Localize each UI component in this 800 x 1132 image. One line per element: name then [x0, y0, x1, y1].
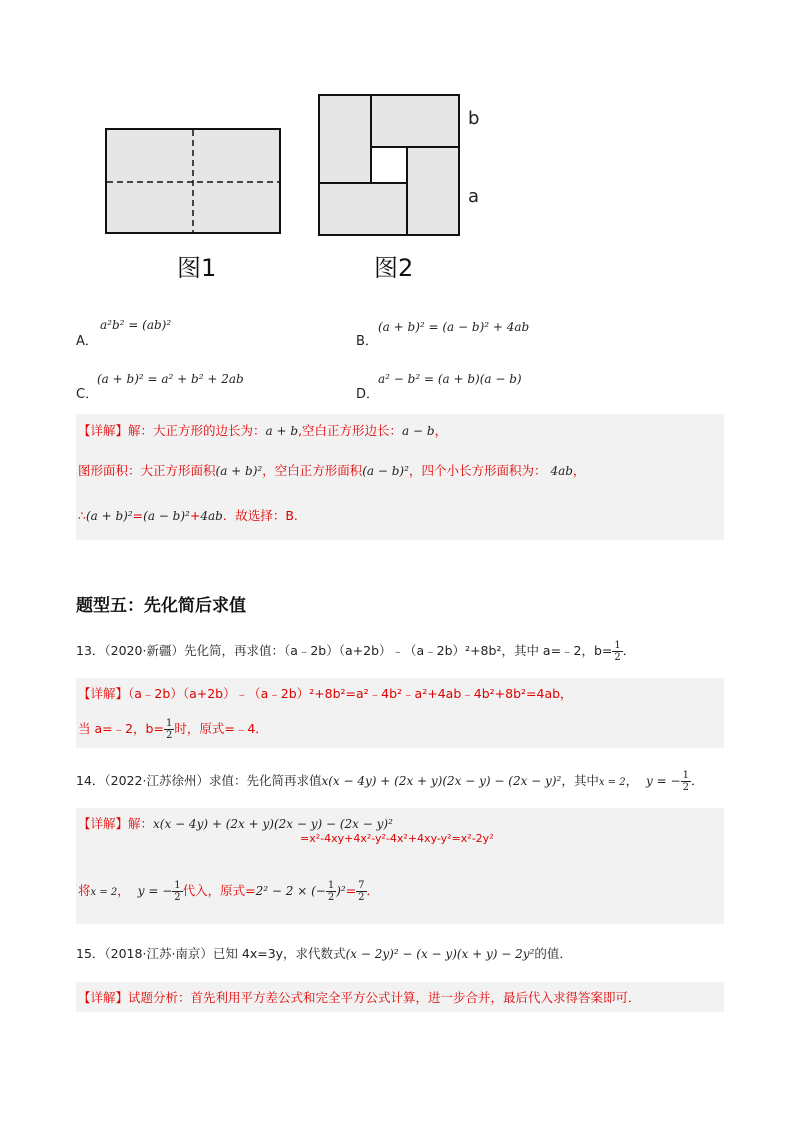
solution-14-result: =x²-4xy+4x²-y²-4x²+4xy-y²=x²-2y² [300, 832, 494, 845]
section-title: 题型五：先化简后求值 [76, 596, 246, 616]
solution-14-line2: 将x = 2， y = − $\frac{1}{2}$ 代入，原式=2² − 2 × (− $\frac{1}{2}$ )²= $\frac{7}{2}$ ． [78, 880, 380, 903]
fraction-one-half: $\frac{1}{2}$ [165, 718, 173, 741]
option-a-letter: A． [76, 334, 98, 349]
option-d-letter: D． [356, 387, 380, 402]
solution-13-line2: 当 a=﹣2，b= $\frac{1}{2}$ 时，原式=﹣4． [78, 718, 268, 741]
option-c-expr: (a + b)² = a² + b² + 2ab [97, 372, 244, 386]
solution-12-line3: ∴(a + b)²=(a − b)²+4ab．故选择：B. [78, 508, 298, 523]
option-c-letter: C． [76, 387, 99, 402]
option-a-expr: a²b² = (ab)² [100, 318, 172, 332]
solution-14-line1: 【详解】解：x(x − 4y) + (2x + y)(2x − y) − (2x − y)² [78, 816, 393, 831]
question-14: 14．（2022·江苏徐州）求值：先化简再求值x(x − 4y) + (2x + y)(2x − y) − (2x − y)²，其中x = 2， y = − $\frac{1}{2}$ ． [76, 770, 704, 793]
solution-15-line1: 【详解】试题分析：首先利用平方差公式和完全平方公式计算，进一步合并，最后代入求得答案即可． [78, 990, 641, 1005]
figure-2-label: 图2 [374, 254, 414, 282]
solution-tag: 【详解】 [78, 686, 129, 701]
solution-12-line2: 图形面积：大正方形面积(a + b)²，空白正方形面积(a − b)²，四个小长方形面积为： 4ab， [78, 463, 586, 478]
fraction-one-half: $\frac{1}{2}$ [174, 880, 181, 903]
figure-2-diagram [318, 94, 460, 236]
solution-tag: 【详解】 [78, 423, 129, 438]
question-13: 13．（2020·新疆）先化简，再求值：（a﹣2b）（a+2b）﹣（a﹣2b）²+8b²，其中 a=﹣2，b= $\frac{1}{2}$ ． [76, 640, 636, 663]
fraction-seven-halves: $\frac{7}{2}$ [358, 880, 365, 903]
option-b-letter: B． [356, 334, 378, 349]
fraction-one-half: $\frac{1}{2}$ [682, 770, 689, 793]
solution-13-line1: 【详解】（a﹣2b）（a+2b）﹣（a﹣2b）²+8b²=a²﹣4b²﹣a²+4ab﹣4b²+8b²=4ab， [78, 686, 573, 701]
fraction-one-half: $\frac{1}{2}$ [327, 880, 335, 903]
solution-tag: 【详解】 [78, 816, 129, 831]
figure-1-diagram [105, 128, 281, 234]
figure-1-label: 图1 [177, 254, 217, 282]
question-15: 15．（2018·江苏·南京）已知 4x=3y，求代数式(x − 2y)² − (x − y)(x + y) − 2y²的值． [76, 946, 572, 961]
option-d-expr: a² − b² = (a + b)(a − b) [378, 372, 522, 386]
side-label-b: b [468, 108, 480, 129]
fraction-one-half: $\frac{1}{2}$ [614, 640, 621, 663]
solution-12-line1: 【详解】解：大正方形的边长为：a + b,空白正方形边长：a − b， [78, 423, 448, 438]
option-b-expr: (a + b)² = (a − b)² + 4ab [378, 320, 530, 334]
side-label-a: a [468, 186, 480, 207]
solution-tag: 【详解】 [78, 990, 129, 1005]
